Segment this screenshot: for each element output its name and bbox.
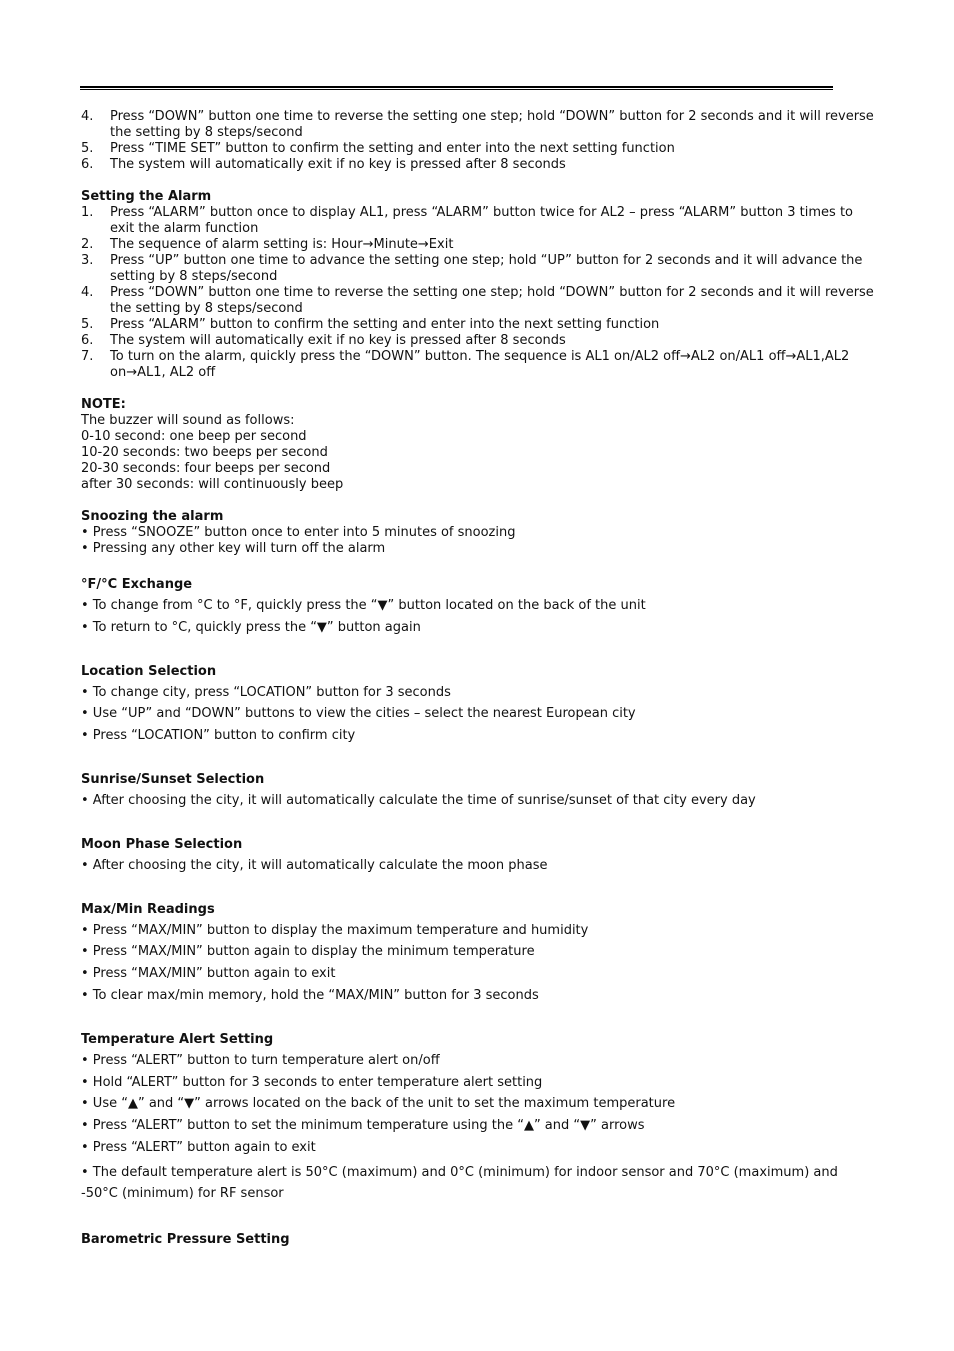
- list-item: [81, 333, 876, 349]
- section-heading-barometric: Barometric Pressure Setting: [81, 1231, 290, 1247]
- item-number: 6.: [81, 157, 94, 172]
- bullet-item: • Press “ALERT” button to set the minimum temperature using the “▲” and “▼” arrows: [81, 1118, 645, 1134]
- bullet-item: • Press “MAX/MIN” button to display the maximum temperature and humidity: [81, 922, 589, 938]
- bullet-item: • Use “UP” and “DOWN” buttons to view the cities – select the nearest European city: [81, 706, 636, 722]
- item-number: 5.: [81, 141, 94, 156]
- bullet-item: • The default temperature alert is 50°C (maximum) and 0°C (minimum) for indoor sensor and 70°C (maximum) and -50°C (minimum) for RF sensor: [81, 1164, 838, 1201]
- note-heading: NOTE:: [81, 397, 126, 412]
- note-line: The buzzer will sound as follows:: [81, 413, 295, 428]
- bullet-item: • Hold “ALERT” button for 3 seconds to enter temperature alert setting: [81, 1074, 543, 1090]
- bullet-item: • Press “ALERT” button to turn temperature alert on/off: [81, 1052, 440, 1068]
- bullet-item: • After choosing the city, it will automatically calculate the moon phase: [81, 857, 548, 873]
- list-item: [81, 349, 876, 381]
- bullet-item: • To return to °C, quickly press the “▼” button again: [81, 619, 421, 635]
- note-line: 0-10 second: one beep per second: [81, 429, 307, 444]
- bullet-item: • To change from °C to °F, quickly press the “▼” button located on the back of the unit: [81, 598, 646, 613]
- item-text: Press “TIME SET” button to confirm the setting and enter into the next setting function: [110, 141, 675, 156]
- item-number: 3.: [81, 253, 94, 268]
- header-rule: [80, 86, 833, 90]
- alarm-list: [81, 205, 876, 381]
- section-heading-snooze: Snoozing the alarm: [81, 509, 224, 524]
- item-text: Press “UP” button one time to advance the setting one step; hold “UP” button for 2 seconds and it will advance the setting by 8 steps/second: [110, 253, 863, 284]
- list-item: [81, 157, 876, 173]
- bullet-item: • Press “LOCATION” button to confirm city: [81, 728, 356, 744]
- note-line: 20-30 seconds: four beeps per second: [81, 461, 331, 476]
- intro-list: [81, 109, 876, 173]
- item-text: Press “ALARM” button once to display AL1, press “ALARM” button twice for AL2 – press “ALARM” button 3 times to exit the alarm function: [110, 205, 854, 236]
- item-number: 2.: [81, 237, 94, 252]
- item-number: 5.: [81, 317, 94, 332]
- item-number: 4.: [81, 109, 94, 124]
- bullet-item: • To clear max/min memory, hold the “MAX/MIN” button for 3 seconds: [81, 987, 539, 1003]
- item-number: 7.: [81, 349, 94, 364]
- bullet-item: • Press “ALERT” button again to exit: [81, 1139, 316, 1155]
- list-item: [81, 205, 876, 237]
- bullet-item: • To change city, press “LOCATION” button for 3 seconds: [81, 684, 451, 700]
- section-heading-sunrise: Sunrise/Sunset Selection: [81, 771, 265, 787]
- list-item: [81, 109, 876, 141]
- bullet-item: • After choosing the city, it will automatically calculate the time of sunrise/sunset of that city every day: [81, 792, 756, 808]
- item-text: The sequence of alarm setting is: Hour→Minute→Exit: [110, 237, 454, 252]
- bullet-item: • Press “MAX/MIN” button again to exit: [81, 966, 336, 982]
- list-item: [81, 141, 876, 157]
- item-text: To turn on the alarm, quickly press the “DOWN” button. The sequence is AL1 on/AL2 off→AL2 on/AL1 off→AL1,AL2 on→AL1, AL2 off: [110, 349, 850, 380]
- section-heading-location: Location Selection: [81, 663, 217, 679]
- list-item: [81, 285, 876, 317]
- list-item: [81, 317, 876, 333]
- item-text: The system will automatically exit if no key is pressed after 8 seconds: [110, 333, 566, 348]
- item-number: 1.: [81, 205, 94, 220]
- item-text: Press “DOWN” button one time to reverse the setting one step; hold “DOWN” button for 2 seconds and it will reverse the setting by 8 steps/second: [110, 109, 874, 140]
- bullet-item: • Press “MAX/MIN” button again to display the minimum temperature: [81, 944, 535, 960]
- bullet-item: • Pressing any other key will turn off the alarm: [81, 541, 386, 556]
- list-item: [81, 253, 876, 285]
- section-heading-temp-alert: Temperature Alert Setting: [81, 1031, 274, 1047]
- bullet-item: • Use “▲” and “▼” arrows located on the back of the unit to set the maximum temperature: [81, 1096, 676, 1112]
- item-text: The system will automatically exit if no key is pressed after 8 seconds: [110, 157, 566, 172]
- note-line: after 30 seconds: will continuously beep: [81, 477, 344, 492]
- item-number: 6.: [81, 333, 94, 348]
- section-heading-alarm: Setting the Alarm: [81, 189, 212, 204]
- document-body: [81, 109, 876, 1248]
- item-text: Press “DOWN” button one time to reverse the setting one step; hold “DOWN” button for 2 seconds and it will reverse the setting by 8 steps/second: [110, 285, 874, 316]
- item-number: 4.: [81, 285, 94, 300]
- section-heading-temp-exchange: °F/°C Exchange: [81, 577, 193, 592]
- note-line: 10-20 seconds: two beeps per second: [81, 445, 328, 460]
- section-heading-moon: Moon Phase Selection: [81, 836, 243, 852]
- section-heading-maxmin: Max/Min Readings: [81, 901, 215, 917]
- item-text: Press “ALARM” button to confirm the setting and enter into the next setting function: [110, 317, 660, 332]
- bullet-item: • Press “SNOOZE” button once to enter into 5 minutes of snoozing: [81, 525, 516, 540]
- list-item: [81, 237, 876, 253]
